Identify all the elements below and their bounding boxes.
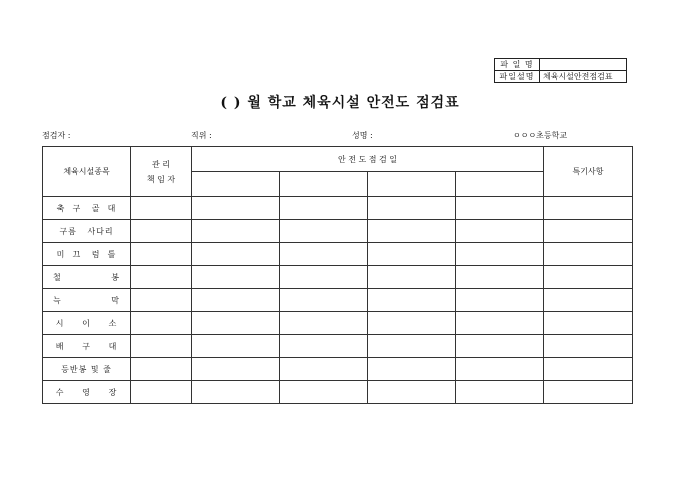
date-cell[interactable]: [456, 243, 544, 266]
manager-cell[interactable]: [131, 335, 192, 358]
header-manager-line2: 책 임 자: [146, 174, 176, 184]
notes-cell[interactable]: [544, 220, 633, 243]
notes-cell[interactable]: [544, 266, 633, 289]
date-cell[interactable]: [368, 289, 456, 312]
date-cell[interactable]: [456, 172, 544, 197]
file-desc-value: 체육시설안전점검표: [540, 71, 627, 83]
header-manager: [131, 147, 192, 197]
date-cell[interactable]: [192, 358, 280, 381]
manager-cell[interactable]: [131, 381, 192, 404]
date-cell[interactable]: [368, 358, 456, 381]
date-cell[interactable]: [192, 243, 280, 266]
manager-cell[interactable]: [131, 243, 192, 266]
page-title: ( ) 월 학교 체육시설 안전도 점검표: [220, 95, 460, 111]
table-row: [43, 312, 633, 335]
notes-cell[interactable]: [544, 243, 633, 266]
date-cell[interactable]: [280, 243, 368, 266]
school-name: ㅇㅇㅇ초등학교: [513, 131, 568, 140]
facility-label: 등반봉 및 줄: [43, 358, 131, 381]
notes-cell[interactable]: [544, 358, 633, 381]
notes-cell[interactable]: [544, 312, 633, 335]
date-cell[interactable]: [192, 220, 280, 243]
facility-label: 배 구 대: [43, 335, 131, 358]
notes-cell[interactable]: [544, 381, 633, 404]
manager-cell[interactable]: [131, 197, 192, 220]
date-cell[interactable]: [192, 172, 280, 197]
facility-label: 미 끄 럼 틀: [43, 243, 131, 266]
date-cell[interactable]: [456, 289, 544, 312]
header-manager-line1: 관 리: [152, 159, 170, 169]
manager-cell[interactable]: [131, 289, 192, 312]
inspector-label: 점검자 :: [42, 131, 71, 140]
table-row: [43, 266, 633, 289]
file-info-box: [494, 58, 627, 83]
header-inspection-dates: 안 전 도 점 검 일: [192, 147, 544, 172]
position-label: 직위 :: [191, 131, 212, 140]
date-cell[interactable]: [192, 312, 280, 335]
facility-label: 구름 사다리: [43, 220, 131, 243]
date-cell[interactable]: [192, 197, 280, 220]
date-cell[interactable]: [456, 266, 544, 289]
header-notes: 특기사항: [544, 147, 633, 197]
date-cell[interactable]: [192, 266, 280, 289]
table-row: [43, 358, 633, 381]
table-row: [43, 243, 633, 266]
manager-cell[interactable]: [131, 220, 192, 243]
date-cell[interactable]: [456, 381, 544, 404]
header-facility: 체육시설종목: [43, 147, 131, 197]
date-cell[interactable]: [368, 381, 456, 404]
date-cell[interactable]: [456, 220, 544, 243]
manager-cell[interactable]: [131, 266, 192, 289]
table-row: [43, 220, 633, 243]
date-cell[interactable]: [368, 243, 456, 266]
date-cell[interactable]: [456, 312, 544, 335]
date-cell[interactable]: [280, 266, 368, 289]
date-cell[interactable]: [280, 289, 368, 312]
table-row: [43, 289, 633, 312]
file-name-label: 파 일 명: [495, 59, 540, 71]
notes-cell[interactable]: [544, 289, 633, 312]
notes-cell[interactable]: [544, 197, 633, 220]
facility-label: 늑 막: [43, 289, 131, 312]
date-cell[interactable]: [368, 335, 456, 358]
name-label: 성명 :: [352, 131, 373, 140]
facility-label: 시 이 소: [43, 312, 131, 335]
date-cell[interactable]: [368, 312, 456, 335]
date-cell[interactable]: [280, 220, 368, 243]
file-name-value: [540, 59, 627, 71]
facility-label: 축 구 골 대: [43, 197, 131, 220]
file-desc-label: 파일설명: [495, 71, 540, 83]
date-cell[interactable]: [456, 358, 544, 381]
table-row: [43, 335, 633, 358]
date-cell[interactable]: [368, 220, 456, 243]
date-cell[interactable]: [456, 197, 544, 220]
date-cell[interactable]: [192, 381, 280, 404]
date-cell[interactable]: [280, 358, 368, 381]
table-row: [43, 381, 633, 404]
date-cell[interactable]: [192, 335, 280, 358]
manager-cell[interactable]: [131, 358, 192, 381]
date-cell[interactable]: [368, 197, 456, 220]
date-cell[interactable]: [280, 335, 368, 358]
manager-cell[interactable]: [131, 312, 192, 335]
date-cell[interactable]: [280, 197, 368, 220]
notes-cell[interactable]: [544, 335, 633, 358]
date-cell[interactable]: [280, 312, 368, 335]
inspection-table: [42, 146, 633, 404]
facility-label: 수 영 장: [43, 381, 131, 404]
date-cell[interactable]: [280, 381, 368, 404]
table-row: [43, 197, 633, 220]
facility-label: 철 봉: [43, 266, 131, 289]
date-cell[interactable]: [280, 172, 368, 197]
date-cell[interactable]: [368, 266, 456, 289]
date-cell[interactable]: [368, 172, 456, 197]
date-cell[interactable]: [192, 289, 280, 312]
date-cell[interactable]: [456, 335, 544, 358]
